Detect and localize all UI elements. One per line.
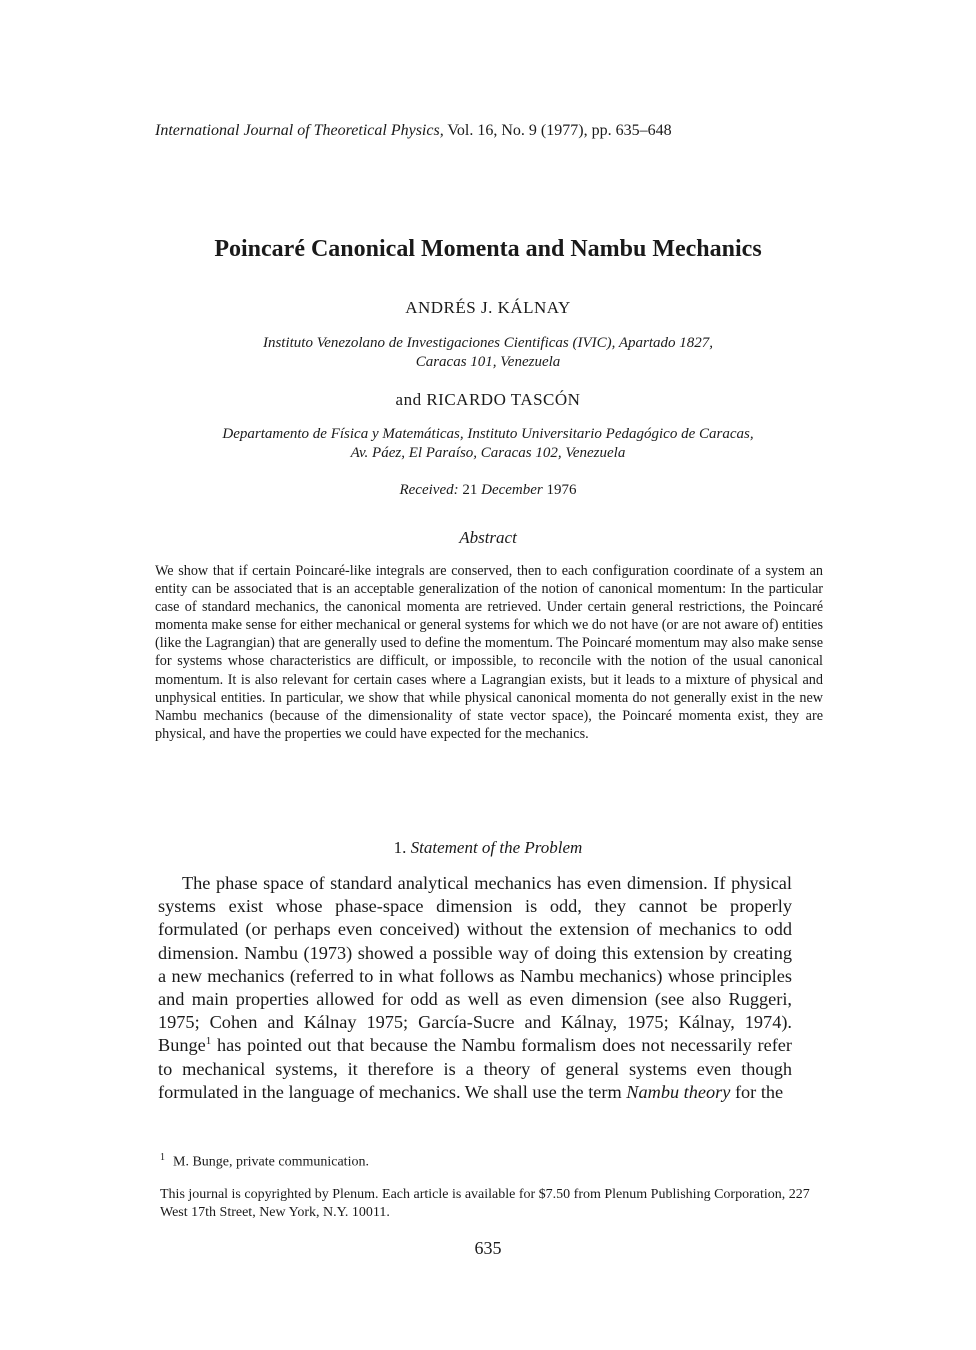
body-text-part: for the (730, 1081, 784, 1102)
italic-term: Nambu theory (626, 1081, 731, 1102)
journal-citation (155, 122, 672, 140)
received-month: December (481, 482, 543, 498)
affiliation-line: Instituto Venezolano de Investigaciones Cientificas (IVIC), Apartado 1827, (262, 335, 714, 351)
paper-title: Poincaré Canonical Momenta and Nambu Mechanics (214, 236, 762, 262)
footnote (160, 1152, 820, 1171)
page-number: 635 (474, 1238, 502, 1258)
copyright-notice: This journal is copyrighted by Plenum. Each article is available for $7.50 from Plenum Publishing Corporation, 227 West 17th Street, New York, N.Y. 10011. (160, 1187, 810, 1220)
footnote-text: M. Bunge, private communication. (173, 1154, 369, 1170)
footnote-mark: 1 (160, 1152, 165, 1163)
body-text-part: has pointed out that because the Nambu formalism does not necessarily refer to mechanical systems, it therefore is a theory of general systems even though formulated in the language of mechanics. We shall use the term (158, 1035, 792, 1102)
section-body-paragraph (158, 872, 792, 1104)
received-date (0, 482, 976, 499)
author-name-1: ANDRÉS J. KÁLNAY (405, 298, 571, 317)
received-day: 21 (462, 482, 478, 498)
section-title: Statement of the Problem (410, 838, 583, 857)
footnote-reference: 1 (205, 1035, 212, 1048)
body-text-part: The phase space of standard analytical mechanics has even dimension. If physical systems exist whose phase-space dimension is odd, they cannot be properly formulated (or perhaps even conceived) without the extension of mechanics to odd dimension. Nambu (1973) showed a possible way of doing this extension by creating a new mechanics (referred to in what follows as Nambu mechanics) whose principles and main properties allowed for odd as well as even dimension (see also Ruggeri, 1975; Cohen and Kálnay 1975; García-Sucre and Kálnay, 1975; Kálnay, 1974). Bunge (158, 873, 792, 1056)
abstract-heading: Abstract (459, 528, 517, 547)
affiliation-line: Av. Páez, El Paraíso, Caracas 102, Venezuela (350, 445, 626, 461)
received-label: Received: (399, 482, 459, 498)
journal-name: International Journal of Theoretical Physics, (155, 122, 444, 139)
author-affiliation-2 (120, 425, 856, 463)
author-name-2: and RICARDO TASCÓN (395, 390, 581, 409)
section-heading (0, 838, 976, 858)
affiliation-line: Caracas 101, Venezuela (415, 354, 561, 370)
received-year: 1976 (546, 482, 577, 498)
abstract-text: We show that if certain Poincaré-like integrals are conserved, then to each configuration coordinate of a system an entity can be associated that is an acceptable generalization of the notion of canonical momentum: In the particular case of standard mechanics, the canonical momenta are retrieved. Under certain general restrictions, the Poincaré momenta make sense for either mechanical or general systems for which we do not have (or are not aware of) entities (like the Lagrangian) that are generally used to define the momentum. The Poincaré momentum may also make sense for systems whose characteristics are difficult, or impossible, to reconcile with the notion of the usual canonical momentum. It is also relevant for certain cases where a Lagrangian exists, but it leads to a mixture of physical and unphysical entities. In particular, we show that while physical canonical momenta do not generally exist in the new Nambu mechanics (because of the dimensionality of state vector space), the Poincaré momenta exist, they are physical, and have the properties we could have expected for the mechanics. (155, 563, 823, 742)
journal-volume-pages: Vol. 16, No. 9 (1977), pp. 635–648 (447, 122, 672, 139)
affiliation-line: Departamento de Física y Matemáticas, Instituto Universitario Pedagógico de Caracas, (222, 426, 754, 442)
section-number: 1. (393, 838, 407, 857)
author-affiliation-1 (150, 334, 826, 372)
